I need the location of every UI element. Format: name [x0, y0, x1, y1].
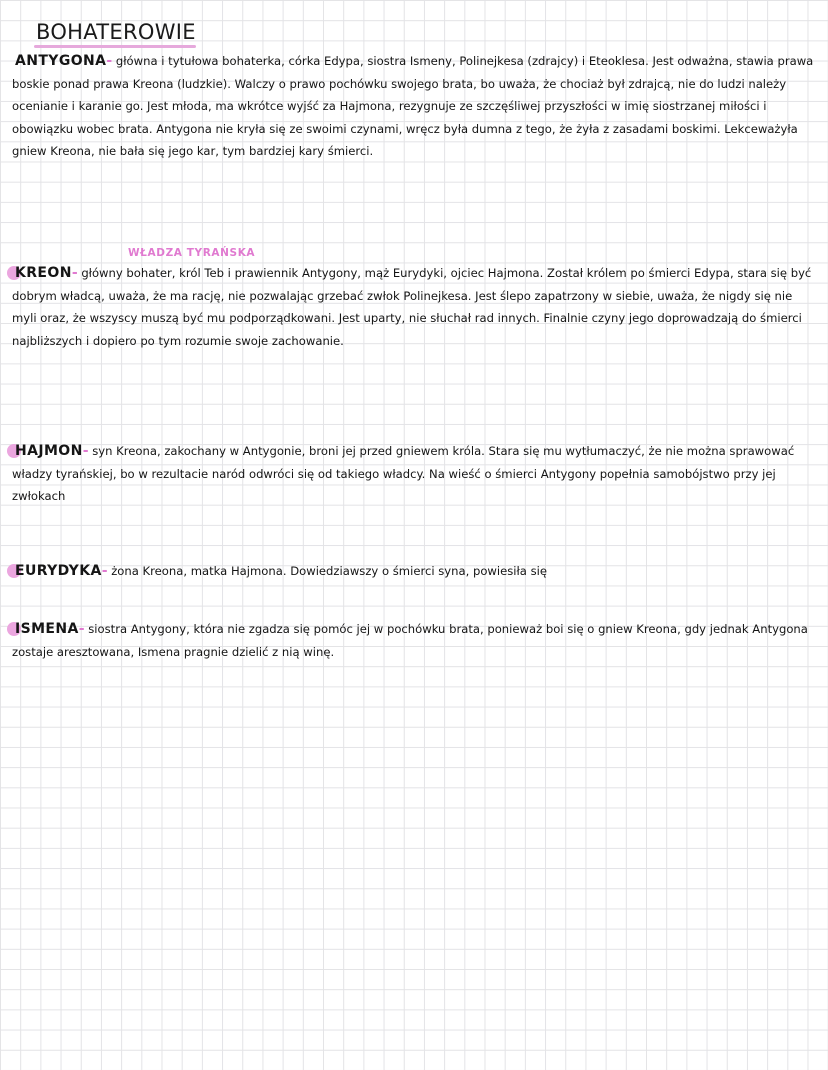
- character-description: żona Kreona, matka Hajmona. Dowiedziawszy o śmierci syna, powiesiła się: [111, 564, 547, 578]
- character-kreon: [12, 262, 818, 352]
- character-eurydyka: [12, 560, 818, 583]
- character-description: syn Kreona, zakochany w Antygonie, broni jej przed gniewem króla. Stara się mu wytłumaczyć, że nie można sprawować władzy tyrańskiej, bo w rezultacie naród odwróci się od takiego władcy. Na wieść o śmierci Antygony popełnia samobójstwo przy jej zwłokach: [12, 444, 795, 504]
- character-ismena: [12, 618, 818, 663]
- name-separator: -: [82, 443, 89, 459]
- character-name: KREON: [12, 265, 72, 281]
- title-underline: [34, 45, 196, 48]
- name-separator: -: [71, 265, 78, 281]
- character-name: ANTYGONA: [15, 53, 107, 69]
- character-description: główna i tytułowa bohaterka, córka Edypa, siostra Ismeny, Polinejkesa (zdrajcy) i Eteoklesa. Jest odważna, stawia prawa boskie ponad prawa Kreona (ludzkie). Walczy o prawo pochówku swojego brata, bo uważa, że chociaż był zdrajcą, nie do ludzi należy ocenianie i karanie go. Jest młoda, ma wkrótce wyjść za Hajmona, rezygnuje ze szczęśliwej przyszłości w imię siostrzanej miłości i obowiązku wobec brata. Antygona nie kryła się ze swoimi czynami, wręcz była dumna z tego, że żyła z zasadami boskimi. Lekceważyła gniew Kreona, nie bała się jego kar, tym bardziej kary śmierci.: [12, 54, 814, 159]
- name-separator: -: [78, 621, 85, 637]
- character-name: ISMENA: [12, 621, 79, 637]
- page-title: BOHATEROWIE: [36, 20, 196, 44]
- character-name: EURYDYKA: [12, 563, 102, 579]
- character-name: HAJMON: [12, 443, 83, 459]
- annotation-tyrannical-rule: WŁADZA TYRAŃSKA: [128, 247, 256, 259]
- character-description: siostra Antygony, która nie zgadza się pomóc jej w pochówku brata, ponieważ boi się o gniew Kreona, gdy jednak Antygona zostaje aresztowana, Ismena pragnie dzielić z nią winę.: [12, 622, 808, 659]
- name-separator: -: [101, 563, 108, 579]
- character-description: główny bohater, król Teb i prawiennik Antygony, mąż Eurydyki, ojciec Hajmona. Został królem po śmierci Edypa, stara się być dobrym władcą, uważa, że ma rację, nie pozwalając grzebać zwłok Polinejkesa. Jest ślepo zapatrzony w siebie, uważa, że nigdy się nie myli oraz, że wszyscy muszą być mu podporządkowani. Jest uparty, nie słuchał rad innych. Finalnie czyny jego doprowadzają do śmierci najbliższych i dopiero po tym rozumie swoje zachowanie.: [12, 266, 812, 348]
- character-hajmon: [12, 440, 818, 508]
- character-antygona: [12, 50, 818, 163]
- name-separator: -: [106, 53, 113, 69]
